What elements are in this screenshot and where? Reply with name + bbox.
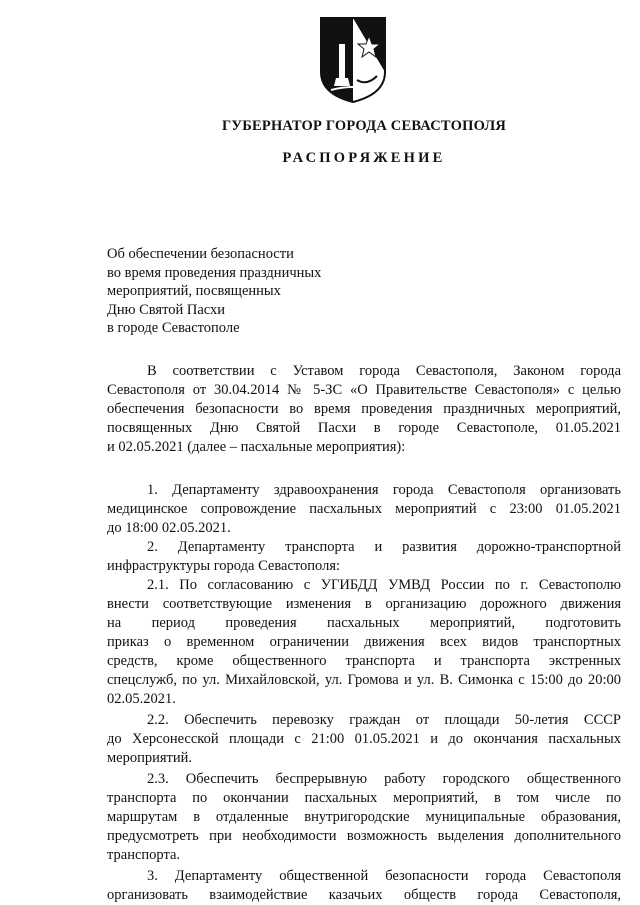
text-line: внести соответствующие изменения в организацию дорожного движения: [107, 596, 621, 612]
text-line: посвященных Дню Святой Пасхи в городе Севастополе, 01.05.2021: [107, 420, 621, 436]
text-line: маршрутам в отдаленные внутригородские муниципальные образования,: [107, 809, 621, 825]
item-2-paragraph: [107, 538, 621, 576]
text-line: 2.1. По согласованию с УГИБДД УМВД России по г. Севастополю: [147, 577, 621, 593]
text-line: 1. Департаменту здравоохранения города Севастополя организовать: [147, 482, 621, 498]
preamble-paragraph: [107, 362, 621, 457]
text-line: 2.2. Обеспечить перевозку граждан от площади 50-летия СССР: [147, 712, 621, 728]
item-2-3-paragraph: [107, 770, 621, 865]
text-line: организовать взаимодействие казачьих обществ города Севастополя,: [107, 887, 621, 903]
subject-line: во время проведения праздничных: [107, 264, 322, 281]
text-line: Севастополя от 30.04.2014 № 5-ЗС «О Правительстве Севастополя» с целью: [107, 382, 621, 398]
text-line: инфраструктуры города Севастополя:: [107, 558, 341, 574]
text-line: транспорта по окончании пасхальных мероприятий, в том числе по: [107, 790, 621, 806]
subject-line: Дню Святой Пасхи: [107, 301, 226, 318]
text-line: 2. Департаменту транспорта и развития дорожно-транспортной: [147, 539, 621, 555]
item-3-paragraph: [107, 867, 621, 905]
text-line: до Херсонесской площади с 21:00 01.05.2021 и до окончания пасхальных: [107, 731, 621, 747]
text-line: приказ о временном ограничении движения всех видов транспортных: [107, 634, 621, 650]
text-line: на период проведения пасхальных мероприятий, подготовить: [107, 615, 621, 631]
document-subject: [107, 245, 321, 338]
text-line: транспорта.: [107, 847, 181, 863]
text-line: 2.3. Обеспечить беспрерывную работу городского общественного: [147, 771, 621, 787]
sevastopol-coat-of-arms-icon: [317, 14, 389, 104]
text-line: 3. Департаменту общественной безопасности города Севастополя: [147, 868, 621, 884]
issuing-authority: ГУБЕРНАТОР ГОРОДА СЕВАСТОПОЛЯ: [221, 118, 507, 134]
text-line: мероприятий.: [107, 750, 193, 766]
subject-line: в городе Севастополе: [107, 320, 240, 336]
document-body: [107, 362, 621, 905]
item-2-2-paragraph: [107, 711, 621, 768]
text-line: В соответствии с Уставом города Севастополя, Законом города: [147, 363, 621, 379]
item-2-1-paragraph: [107, 576, 621, 709]
text-line: медицинское сопровождение пасхальных мероприятий с 23:00 01.05.2021: [107, 501, 621, 517]
subject-line: мероприятий, посвященных: [107, 283, 281, 299]
item-1-paragraph: [107, 481, 621, 538]
text-line: обеспечения безопасности во время проведения праздничных мероприятий,: [107, 401, 621, 417]
text-line: спецслужб, по ул. Михайловской, ул. Громова и ул. В. Симонка с 15:00 до 20:00: [107, 672, 621, 688]
text-line: до 18:00 02.05.2021.: [107, 520, 231, 536]
text-line: предусмотреть при необходимости возможность выделения дополнительного: [107, 828, 621, 844]
text-line: 02.05.2021.: [107, 691, 176, 707]
subject-line: Об обеспечении безопасности: [107, 246, 294, 262]
text-line: и 02.05.2021 (далее – пасхальные мероприятия):: [107, 439, 406, 455]
text-line: средств, кроме общественного транспорта и транспорта экстренных: [107, 653, 621, 669]
document-type-title: РАСПОРЯЖЕНИЕ: [282, 150, 446, 166]
